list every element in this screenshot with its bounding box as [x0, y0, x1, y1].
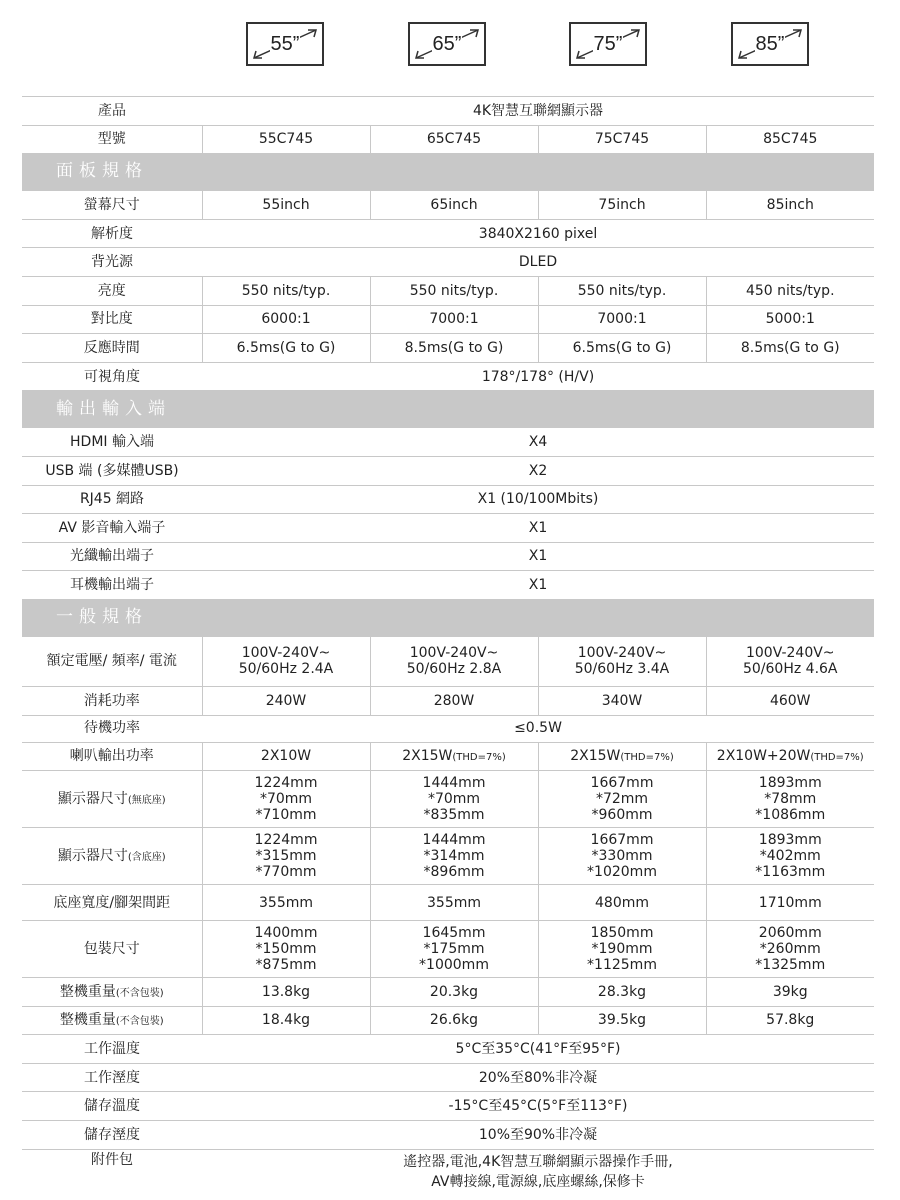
cell-value	[538, 771, 706, 828]
cell-value: 18.4kg	[202, 1006, 370, 1035]
cell-line: 100V-240V~	[409, 645, 499, 662]
row-label: 附件包	[91, 1151, 133, 1168]
table-row	[22, 771, 874, 828]
cell-line: *72mm	[595, 791, 649, 808]
table-row	[22, 715, 874, 742]
table-row	[22, 978, 874, 1007]
cell-value: X2	[202, 456, 874, 485]
size-label: 75”	[593, 32, 623, 55]
table-row	[22, 742, 874, 771]
cell-line: *315mm	[255, 848, 317, 865]
cell-line: *960mm	[591, 807, 653, 824]
cell-line: *70mm	[259, 791, 313, 808]
cell-value	[370, 742, 538, 771]
cell-line: 50/60Hz 4.6A	[742, 661, 838, 678]
row-label: 可視角度	[22, 362, 202, 391]
cell-value: 550 nits/typ.	[370, 276, 538, 305]
row-label-note: (無底座)	[127, 795, 166, 807]
row-label: RJ45 網路	[22, 485, 202, 514]
screen-size-icon	[408, 22, 486, 66]
cell-value	[538, 742, 706, 771]
cell-value: X1 (10/100Mbits)	[202, 485, 874, 514]
row-label: 對比度	[22, 305, 202, 334]
table-row	[22, 276, 874, 305]
table-row	[22, 1092, 874, 1121]
table-row	[22, 828, 874, 885]
cell-value	[706, 771, 874, 828]
table-row	[22, 1149, 874, 1200]
cell-value: 57.8kg	[706, 1006, 874, 1035]
cell-value: ≤0.5W	[202, 715, 874, 742]
table-row	[22, 456, 874, 485]
row-label: USB 端 (多媒體USB)	[22, 456, 202, 485]
section-header	[22, 391, 874, 428]
speaker-value: 2X10W+20W	[716, 748, 811, 765]
cell-line: *190mm	[591, 941, 653, 958]
row-label-text: 整機重量	[59, 1012, 116, 1029]
cell-value	[538, 828, 706, 885]
table-row	[22, 542, 874, 571]
table-row	[22, 305, 874, 334]
row-label: 額定電壓/ 頻率/ 電流	[22, 636, 202, 686]
cell-value: -15°C至45°C(5°F至113°F)	[202, 1092, 874, 1121]
row-label	[22, 828, 202, 885]
cell-value	[370, 636, 538, 686]
table-row	[22, 125, 874, 154]
cell-value: 55inch	[202, 191, 370, 220]
cell-value: 3840X2160 pixel	[202, 219, 874, 248]
cell-value: 8.5ms(G to G)	[706, 334, 874, 363]
screen-size-icons	[0, 22, 900, 72]
cell-line: *896mm	[423, 864, 485, 881]
screen-size-icon	[246, 22, 324, 66]
cell-value: 13.8kg	[202, 978, 370, 1007]
cell-value: 55C745	[202, 125, 370, 154]
row-label: 底座寬度/腳架間距	[22, 885, 202, 921]
cell-line: *260mm	[759, 941, 821, 958]
cell-value: 85inch	[706, 191, 874, 220]
screen-size-icon	[731, 22, 809, 66]
row-label: HDMI 輸入端	[22, 428, 202, 457]
cell-line: *402mm	[759, 848, 821, 865]
cell-line: 50/60Hz 2.8A	[406, 661, 502, 678]
cell-line: *1125mm	[587, 957, 657, 974]
cell-line: 遙控器,電池,4K智慧互聯網顯示器操作手冊,	[403, 1153, 673, 1170]
cell-line: 1850mm	[590, 924, 654, 941]
cell-line: *175mm	[423, 941, 485, 958]
cell-value: 26.6kg	[370, 1006, 538, 1035]
cell-line: 50/60Hz 2.4A	[238, 661, 334, 678]
cell-value: 20%至80%非冷凝	[202, 1063, 874, 1092]
table-row	[22, 885, 874, 921]
cell-line: 1444mm	[422, 774, 486, 791]
section-title: 輸出輸入端	[22, 391, 874, 428]
speaker-note: (THD=7%)	[452, 752, 506, 764]
table-row	[22, 191, 874, 220]
cell-value: 75C745	[538, 125, 706, 154]
cell-value: 460W	[706, 686, 874, 715]
cell-value	[202, 771, 370, 828]
row-label: 喇叭輸出功率	[22, 742, 202, 771]
cell-value: 280W	[370, 686, 538, 715]
size-label: 55”	[270, 32, 300, 55]
table-row	[22, 97, 874, 126]
speaker-value: 2X15W	[402, 748, 453, 765]
cell-value: 450 nits/typ.	[706, 276, 874, 305]
cell-value	[370, 828, 538, 885]
cell-value	[538, 636, 706, 686]
row-label-text: 整機重量	[59, 983, 116, 1000]
cell-line: *875mm	[255, 957, 317, 974]
cell-value: 5000:1	[706, 305, 874, 334]
size-label: 85”	[755, 32, 785, 55]
cell-value	[202, 1149, 874, 1200]
section-title: 一般規格	[22, 599, 874, 636]
cell-value	[706, 828, 874, 885]
screen-size-icon	[569, 22, 647, 66]
row-label: 螢幕尺寸	[22, 191, 202, 220]
table-row	[22, 485, 874, 514]
table-row	[22, 248, 874, 277]
cell-line: 1444mm	[422, 831, 486, 848]
row-label: 儲存溼度	[22, 1121, 202, 1150]
cell-value: 6.5ms(G to G)	[538, 334, 706, 363]
cell-value	[202, 921, 370, 978]
table-row	[22, 428, 874, 457]
cell-value	[370, 921, 538, 978]
row-label: 消耗功率	[22, 686, 202, 715]
spec-table	[22, 96, 874, 1200]
cell-value	[706, 742, 874, 771]
row-label-note: (不含包裝)	[115, 1016, 164, 1028]
cell-value: X1	[202, 542, 874, 571]
cell-line: 2060mm	[758, 924, 822, 941]
row-label: 工作溫度	[22, 1035, 202, 1064]
row-label-text: 顯示器尺寸	[57, 791, 128, 808]
cell-value: 550 nits/typ.	[202, 276, 370, 305]
table-row	[22, 362, 874, 391]
cell-line: 50/60Hz 3.4A	[574, 661, 670, 678]
speaker-value: 2X10W	[260, 748, 312, 765]
section-header	[22, 599, 874, 636]
size-label: 65”	[432, 32, 462, 55]
speaker-value: 2X15W	[570, 748, 621, 765]
cell-line: 100V-240V~	[577, 645, 667, 662]
table-row	[22, 1063, 874, 1092]
table-row	[22, 686, 874, 715]
cell-value: 340W	[538, 686, 706, 715]
cell-line: *1000mm	[419, 957, 489, 974]
cell-value: 5°C至35°C(41°F至95°F)	[202, 1035, 874, 1064]
table-row	[22, 1035, 874, 1064]
cell-line: *78mm	[764, 791, 817, 808]
cell-line: 1224mm	[254, 831, 318, 848]
cell-line: 1893mm	[758, 774, 822, 791]
cell-line: *710mm	[255, 807, 317, 824]
row-label-note: (不含包裝)	[115, 987, 164, 999]
cell-line: 100V-240V~	[241, 645, 331, 662]
cell-value: X1	[202, 514, 874, 543]
cell-line: *314mm	[423, 848, 485, 865]
cell-line: *150mm	[255, 941, 317, 958]
cell-value: 85C745	[706, 125, 874, 154]
cell-value: 4K智慧互聯網顯示器	[202, 97, 874, 126]
table-row	[22, 921, 874, 978]
table-row	[22, 219, 874, 248]
cell-value	[202, 742, 370, 771]
cell-line: 1667mm	[590, 831, 654, 848]
cell-value: 20.3kg	[370, 978, 538, 1007]
row-label: 儲存溫度	[22, 1092, 202, 1121]
row-label: 型號	[22, 125, 202, 154]
cell-line: 1893mm	[758, 831, 822, 848]
cell-line: *835mm	[423, 807, 485, 824]
row-label: 工作溼度	[22, 1063, 202, 1092]
row-label: 待機功率	[22, 715, 202, 742]
cell-value: X4	[202, 428, 874, 457]
cell-value: 178°/178° (H/V)	[202, 362, 874, 391]
cell-value: DLED	[202, 248, 874, 277]
cell-value: X1	[202, 571, 874, 600]
cell-line: *1020mm	[587, 864, 657, 881]
row-label: 解析度	[22, 219, 202, 248]
cell-value: 28.3kg	[538, 978, 706, 1007]
cell-line: *1163mm	[755, 864, 826, 881]
cell-line: AV轉接線,電源線,底座螺絲,保修卡	[431, 1173, 645, 1190]
cell-value: 240W	[202, 686, 370, 715]
cell-value: 355mm	[370, 885, 538, 921]
row-label	[22, 1006, 202, 1035]
cell-value: 10%至90%非冷凝	[202, 1121, 874, 1150]
table-row	[22, 514, 874, 543]
cell-value: 65inch	[370, 191, 538, 220]
cell-value: 7000:1	[538, 305, 706, 334]
cell-value: 75inch	[538, 191, 706, 220]
cell-value: 65C745	[370, 125, 538, 154]
row-label	[22, 771, 202, 828]
cell-line: *770mm	[255, 864, 317, 881]
row-label	[22, 978, 202, 1007]
row-label: 反應時間	[22, 334, 202, 363]
cell-value: 550 nits/typ.	[538, 276, 706, 305]
cell-value: 6000:1	[202, 305, 370, 334]
cell-value: 355mm	[202, 885, 370, 921]
row-label: 耳機輸出端子	[22, 571, 202, 600]
cell-value: 7000:1	[370, 305, 538, 334]
row-label: 背光源	[22, 248, 202, 277]
cell-value	[202, 636, 370, 686]
cell-value: 6.5ms(G to G)	[202, 334, 370, 363]
table-row	[22, 636, 874, 686]
table-row	[22, 571, 874, 600]
cell-value: 480mm	[538, 885, 706, 921]
row-label: AV 影音輸入端子	[22, 514, 202, 543]
cell-line: 1667mm	[590, 774, 654, 791]
table-row	[22, 1121, 874, 1150]
row-label: 光纖輸出端子	[22, 542, 202, 571]
cell-line: 100V-240V~	[745, 645, 835, 662]
speaker-note: (THD=7%)	[810, 752, 864, 764]
section-title: 面板規格	[22, 154, 874, 191]
cell-line: *1086mm	[755, 807, 826, 824]
cell-value: 39.5kg	[538, 1006, 706, 1035]
cell-line: *70mm	[427, 791, 481, 808]
cell-value	[370, 771, 538, 828]
section-header	[22, 154, 874, 191]
cell-value	[538, 921, 706, 978]
cell-line: 1400mm	[254, 924, 318, 941]
cell-line: *1325mm	[755, 957, 826, 974]
row-label-text: 顯示器尺寸	[57, 848, 128, 865]
row-label: 亮度	[22, 276, 202, 305]
row-label: 包裝尺寸	[22, 921, 202, 978]
cell-value	[706, 921, 874, 978]
cell-value: 39kg	[706, 978, 874, 1007]
speaker-note: (THD=7%)	[620, 752, 674, 764]
row-label: 產品	[22, 97, 202, 126]
cell-line: 1645mm	[422, 924, 486, 941]
cell-line: 1224mm	[254, 774, 318, 791]
cell-line: *330mm	[591, 848, 653, 865]
cell-value: 1710mm	[706, 885, 874, 921]
table-row	[22, 1006, 874, 1035]
cell-value	[202, 828, 370, 885]
row-label-note: (含底座)	[127, 852, 166, 864]
cell-value	[706, 636, 874, 686]
cell-value: 8.5ms(G to G)	[370, 334, 538, 363]
table-row	[22, 334, 874, 363]
